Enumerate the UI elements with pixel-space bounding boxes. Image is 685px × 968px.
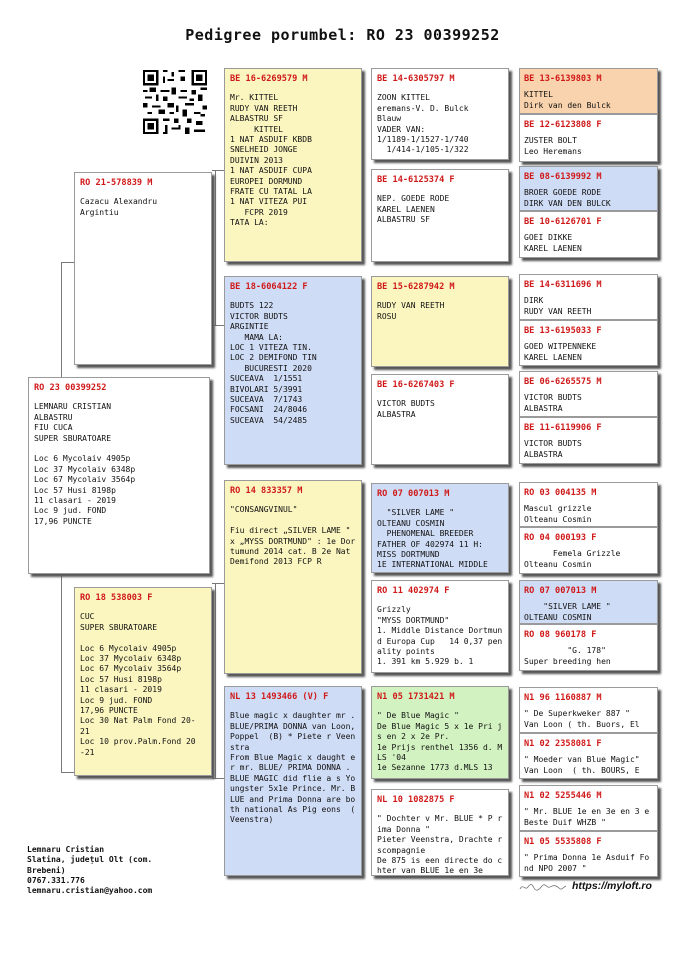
gen5-details: "G. 178" Super breeding hen xyxy=(524,646,611,666)
pigeon-card xyxy=(28,377,210,574)
gen5-ring-id: N1 02 2358081 F xyxy=(524,739,602,749)
gen4-ring-id: BE 16-6267403 F xyxy=(377,380,455,390)
page-title: Pedigree porumbel: RO 23 00399252 xyxy=(185,26,500,44)
gen5-card xyxy=(519,417,658,464)
gen5-pair-4 xyxy=(519,371,658,464)
gen5-details: BROER GOEDE RODE DIRK VAN DEN BULCK xyxy=(524,188,611,208)
connector-line xyxy=(212,170,224,171)
gen5-ring-id: BE 11-6119906 F xyxy=(524,423,602,433)
gen5-details: KITTEL Dirk van den Bulck xyxy=(524,90,611,110)
dam-card xyxy=(74,587,212,776)
gen4-card-8 xyxy=(371,789,509,876)
gen5-card xyxy=(519,371,658,417)
granddam-maternal-card xyxy=(224,686,362,876)
gen5-ring-id: BE 06-6265575 M xyxy=(524,377,602,387)
grandsire-paternal-ring-id: BE 16-6269579 M xyxy=(230,74,308,84)
pigeon-ring-id: RO 23 00399252 xyxy=(34,383,107,393)
gen4-details: " Dochter v Mr. BLUE * P rima Donna " Pieter Veenstra, Drachte rscompagnie De 875 is een directe do chter van BLUE 1e en 3e xyxy=(377,814,503,876)
gen5-details: " De Superkweker 887 " Van Loon ( th. Buors, El xyxy=(524,709,640,729)
gen4-ring-id: N1 05 1731421 M xyxy=(377,692,455,702)
granddam-paternal-ring-id: BE 18-6064122 F xyxy=(230,282,308,292)
granddam-paternal-details: BUDTS 122 VICTOR BUDTS ARGINTIE MAMA LA: LOC 1 VITEZA TIN. LOC 2 DEMIFOND TIN BUCURESTI 2020 SUCEAVA 1/1551 BIVOLARI 5/3991 SUCEAVA 7/1743 FOCSANI 24/8046 SUCEAVA 54/2485 xyxy=(230,301,317,425)
gen4-ring-id: BE 14-6305797 M xyxy=(377,74,455,84)
gen5-details: ZUSTER BOLT Leo Heremans xyxy=(524,136,582,156)
gen5-card xyxy=(519,320,658,366)
owner-phone: 0767.331.776 xyxy=(27,875,85,885)
gen4-details: NEP. GOEDE RODE KAREL LAENEN ALBASTRU SF xyxy=(377,194,450,225)
pigeon-details: LEMNARU CRISTIAN ALBASTRU FIU CUCA SUPER SBURATOARE Loc 6 Mycolaiv 4905p Loc 37 Mycolaiv 6348p Loc 67 Mycolaiv 3564p Loc 57 Husi 8198p 11 clasari - 2019 Loc 9 jud. FOND 17,96 PUNCTE xyxy=(34,402,136,526)
gen5-pair-3 xyxy=(519,274,658,366)
gen5-card xyxy=(519,733,658,779)
qr-code-icon xyxy=(143,70,207,134)
sire-ring-id: RO 21-578839 M xyxy=(80,178,153,188)
gen4-details: ZOON KITTEL eremans-V. D. Bulck Blauw VADER VAN: 1/1189-1/1527-1/740 1/414-1/105-1/322 xyxy=(377,93,469,155)
gen5-pair-6 xyxy=(519,580,658,671)
gen4-card-4 xyxy=(371,374,509,465)
sire-details: Cazacu Alexandru Argintiu xyxy=(80,197,158,217)
gen5-ring-id: BE 08-6139992 M xyxy=(524,172,602,182)
connector-line xyxy=(212,325,224,326)
gen4-ring-id: RO 11 402974 F xyxy=(377,586,450,596)
gen5-ring-id: BE 13-6195033 F xyxy=(524,326,602,336)
grandsire-maternal-details: "CONSANGVINUL" Fiu direct „SILVER LAME " x „MYSS DORTMUND" : 1e Dortumund 2014 cat. B 2e Nat Demifond 2013 FCP R xyxy=(230,505,356,567)
gen5-ring-id: RO 07 007013 M xyxy=(524,586,597,596)
gen5-ring-id: BE 10-6126701 F xyxy=(524,217,602,227)
gen4-ring-id: NL 10 1082875 F xyxy=(377,795,455,805)
gen5-card xyxy=(519,68,658,114)
gen5-details: Mascul grizzle Olteanu Cosmin xyxy=(524,504,592,524)
gen4-ring-id: RO 07 007013 M xyxy=(377,489,450,499)
gen5-details: VICTOR BUDTS ALBASTRA xyxy=(524,439,582,459)
gen5-ring-id: RO 08 960178 F xyxy=(524,630,597,640)
connector-line xyxy=(61,772,74,773)
connector-line xyxy=(212,583,224,584)
gen5-ring-id: RO 03 004135 M xyxy=(524,488,597,498)
grandsire-maternal-card xyxy=(224,480,362,674)
connector-line xyxy=(215,170,216,325)
owner-info xyxy=(27,845,152,896)
gen4-details: "SILVER LAME " OLTEANU COSMIN PHENOMENAL BREEDER FATHER OF 402974 11 H: MISS DORTMUND 1E INTERNATIONAL MIDDLE xyxy=(377,508,488,570)
granddam-maternal-details: Blue magic x daughter mr . BLUE/PRIMA DONNA van Loon, Poppel (B) * Piete r Veenstra From Blue Magic x daught er mr. BLUE/ PRIMA DONNA . BLUE MAGIC did flie a s Youngster 5x1e Prince. Mr. BLUE and Prima Donna are both national As Pig eons ( Veenstra) xyxy=(230,711,356,825)
gen5-card xyxy=(519,211,658,258)
gen4-ring-id: BE 14-6125374 F xyxy=(377,175,455,185)
gen5-details: VICTOR BUDTS ALBASTRA xyxy=(524,393,582,413)
gen5-details: Femela Grizzle Olteanu Cosmin xyxy=(524,549,621,569)
owner-name: Lemnaru Cristian xyxy=(27,845,105,854)
gen4-card-3 xyxy=(371,276,509,367)
gen5-card xyxy=(519,831,658,877)
gen5-details: " Prima Donna 1e Asduif Fond NPO 2007 " xyxy=(524,853,650,873)
connector-line xyxy=(215,583,216,778)
gen4-details: " De Blue Magic " De Blue Magic 5 x 1e Pri js en 2 x 2e Pr. 1e Prijs renthel 1356 d. MLS '04 1e Sezanne 1773 d.MLS 13 xyxy=(377,711,503,773)
gen5-details: "SILVER LAME " OLTEANU COSMIN xyxy=(524,602,611,622)
gen5-ring-id: N1 05 5535808 F xyxy=(524,837,602,847)
gen5-card xyxy=(519,527,658,574)
gen5-card xyxy=(519,785,658,831)
gen5-pair-1 xyxy=(519,68,658,162)
connector-line xyxy=(61,262,74,263)
gen5-ring-id: N1 96 1160887 M xyxy=(524,693,602,703)
gen4-card-5 xyxy=(371,483,509,573)
signature-image xyxy=(519,882,567,892)
gen5-ring-id: N1 02 5255446 M xyxy=(524,791,602,801)
owner-address: Slatina, județul Olt (com. Brebeni) xyxy=(27,855,153,875)
gen5-ring-id: BE 13-6139803 M xyxy=(524,74,602,84)
gen5-details: GOED WITPENNEKE KAREL LAENEN xyxy=(524,342,597,362)
gen4-ring-id: BE 15-6287942 M xyxy=(377,282,455,292)
gen5-details: " Moeder van Blue Magic" Van Loon ( th. BOURS, E xyxy=(524,755,640,775)
gen5-card xyxy=(519,624,658,671)
gen5-ring-id: BE 12-6123808 F xyxy=(524,120,602,130)
gen5-card xyxy=(519,166,658,211)
gen5-ring-id: BE 14-6311696 M xyxy=(524,280,602,290)
dam-details: CUC SUPER SBURATOARE Loc 6 Mycolaiv 4905p Loc 37 Mycolaiv 6348p Loc 67 Mycolaiv 3564p Loc 57 Husi 8198p 11 clasari - 2019 Loc 9 jud. FOND 17,96 PUNCTE Loc 30 Nat Palm Fond 20- 21 Loc 10 prov.Palm.Fond 20 -21 xyxy=(80,612,196,757)
gen4-details: Grizzly "MYSS DORTMUND" 1. Middle Distance Dortmund Europa Cup 14 0,37 penality points 1. 391 km 5.929 b. 1 xyxy=(377,605,503,667)
owner-email: lemnaru.cristian@yahoo.com xyxy=(27,886,153,896)
grandsire-maternal-ring-id: RO 14 833357 M xyxy=(230,486,303,496)
gen5-card xyxy=(519,274,658,320)
grandsire-paternal-details: Mr. KITTEL RUDY VAN REETH ALBASTRU SF KITTEL 1 NAT ASDUIF KBDB SNELHEID JONGE DUIVIN 2013 1 NAT ASDUIF CUPA EUROPEI DORMUND FRATE CU TATAL LA 1 NAT VITEZA PUI FCPR 2019 TATA LA: xyxy=(230,93,312,228)
gen5-ring-id: RO 04 000193 F xyxy=(524,533,597,543)
gen4-details: RUDY VAN REETH ROSU xyxy=(377,301,445,321)
granddam-maternal-ring-id: NL 13 1493466 (V) F xyxy=(230,692,329,702)
gen5-pair-8 xyxy=(519,785,658,877)
gen5-pair-2 xyxy=(519,166,658,258)
gen5-details: " Mr. BLUE 1e en 3e en 3 e Beste Duif WHZB " xyxy=(524,807,655,827)
grandsire-paternal-card xyxy=(224,68,362,262)
dam-ring-id: RO 18 538003 F xyxy=(80,593,153,603)
gen5-pair-5 xyxy=(519,482,658,574)
gen5-details: GOEI DIKKE KAREL LAENEN xyxy=(524,233,582,253)
gen4-card-6 xyxy=(371,580,509,673)
gen5-details: DIRK RUDY VAN REETH xyxy=(524,296,592,316)
gen4-card-7 xyxy=(371,686,509,779)
sire-card xyxy=(74,172,212,365)
connector-line xyxy=(212,778,224,779)
gen5-card xyxy=(519,580,658,624)
gen4-card-1 xyxy=(371,68,509,160)
gen5-pair-7 xyxy=(519,687,658,779)
gen4-details: VICTOR BUDTS ALBASTRA xyxy=(377,399,435,419)
gen4-card-2 xyxy=(371,169,509,262)
gen5-card xyxy=(519,482,658,527)
gen5-card xyxy=(519,114,658,162)
gen5-card xyxy=(519,687,658,733)
granddam-paternal-card xyxy=(224,276,362,465)
website-link[interactable]: https://myloft.ro xyxy=(572,880,652,892)
